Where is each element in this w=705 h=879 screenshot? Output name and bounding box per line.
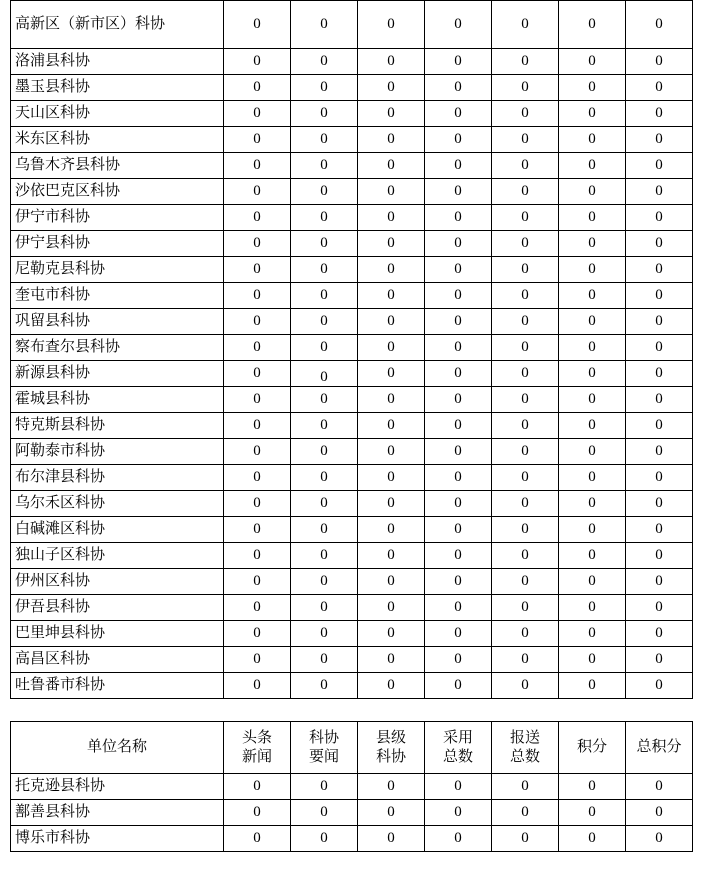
unit-name-cell: 巴里坤县科协	[11, 621, 224, 647]
unit-name-cell: 特克斯县科协	[11, 413, 224, 439]
table-row	[11, 335, 693, 361]
value-cell: 0	[358, 543, 425, 569]
value-cell: 0	[492, 361, 559, 387]
value-cell: 0	[358, 361, 425, 387]
value-cell: 0	[425, 465, 492, 491]
table-row	[11, 101, 693, 127]
value-cell: 0	[492, 127, 559, 153]
value-cell: 0	[291, 101, 358, 127]
value-cell: 0	[224, 569, 291, 595]
value-cell: 0	[358, 75, 425, 101]
value-cell: 0	[492, 205, 559, 231]
value-cell: 0	[492, 231, 559, 257]
value-cell: 0	[291, 491, 358, 517]
value-cell: 0	[626, 826, 693, 852]
header-line-1: 县级	[375, 729, 406, 746]
value-cell: 0	[291, 647, 358, 673]
table-row	[11, 465, 693, 491]
value-text: 0	[320, 369, 328, 386]
value-cell: 0	[626, 205, 693, 231]
value-cell: 0	[559, 517, 626, 543]
unit-name-cell: 阿勒泰市科协	[11, 439, 224, 465]
value-cell: 0	[425, 800, 492, 826]
value-cell: 0	[224, 361, 291, 387]
value-cell: 0	[224, 543, 291, 569]
value-cell: 0	[559, 569, 626, 595]
value-cell: 0	[291, 413, 358, 439]
value-cell: 0	[425, 231, 492, 257]
statistics-table-top	[10, 0, 693, 699]
table-row	[11, 257, 693, 283]
unit-name-cell: 伊宁市科协	[11, 205, 224, 231]
table-row	[11, 569, 693, 595]
value-cell: 0	[224, 800, 291, 826]
statistics-table-bottom	[10, 721, 693, 852]
value-cell: 0	[358, 335, 425, 361]
header-line-1: 科协	[308, 729, 339, 746]
value-cell: 0	[626, 569, 693, 595]
value-cell: 0	[626, 647, 693, 673]
value-cell: 0	[358, 465, 425, 491]
value-cell: 0	[492, 465, 559, 491]
value-cell: 0	[425, 517, 492, 543]
unit-name-cell: 高新区（新市区）科协	[11, 1, 224, 49]
table-header-row	[11, 722, 693, 774]
value-cell: 0	[224, 49, 291, 75]
value-cell: 0	[559, 361, 626, 387]
value-cell: 0	[626, 621, 693, 647]
table-row	[11, 439, 693, 465]
value-cell: 0	[492, 257, 559, 283]
header-total-points: 总积分	[626, 722, 693, 774]
value-cell: 0	[559, 647, 626, 673]
value-cell: 0	[224, 774, 291, 800]
unit-name-cell: 尼勒克县科协	[11, 257, 224, 283]
value-cell: 0	[425, 673, 492, 699]
value-cell: 0	[224, 309, 291, 335]
value-cell: 0	[291, 205, 358, 231]
value-cell: 0	[224, 205, 291, 231]
value-cell: 0	[291, 127, 358, 153]
value-cell: 0	[224, 595, 291, 621]
value-cell: 0	[291, 595, 358, 621]
value-cell: 0	[291, 517, 358, 543]
value-cell: 0	[492, 826, 559, 852]
table-row	[11, 205, 693, 231]
value-cell: 0	[291, 257, 358, 283]
value-cell: 0	[626, 283, 693, 309]
value-cell: 0	[492, 153, 559, 179]
value-cell: 0	[425, 413, 492, 439]
table-row	[11, 127, 693, 153]
value-cell: 0	[492, 800, 559, 826]
value-cell: 0	[425, 569, 492, 595]
value-cell: 0	[425, 75, 492, 101]
value-cell: 0	[425, 153, 492, 179]
value-cell: 0	[224, 1, 291, 49]
unit-name-cell: 白碱滩区科协	[11, 517, 224, 543]
table-row	[11, 153, 693, 179]
value-cell: 0	[224, 257, 291, 283]
unit-name-cell: 博乐市科协	[11, 826, 224, 852]
value-cell: 0	[626, 800, 693, 826]
value-cell: 0	[425, 774, 492, 800]
value-cell: 0	[492, 179, 559, 205]
value-cell: 0	[224, 179, 291, 205]
value-cell: 0	[626, 595, 693, 621]
value-cell: 0	[224, 75, 291, 101]
table-row	[11, 283, 693, 309]
value-cell: 0	[358, 413, 425, 439]
value-cell: 0	[425, 621, 492, 647]
header-line-2: 总数	[442, 748, 473, 765]
table-row	[11, 491, 693, 517]
header-line-1: 采用	[442, 729, 473, 746]
value-cell: 0	[358, 673, 425, 699]
value-cell: 0	[559, 774, 626, 800]
value-cell: 0	[492, 569, 559, 595]
value-cell: 0	[492, 491, 559, 517]
value-cell: 0	[224, 439, 291, 465]
value-cell: 0	[559, 826, 626, 852]
value-cell: 0	[358, 595, 425, 621]
value-cell: 0	[559, 491, 626, 517]
value-cell: 0	[425, 647, 492, 673]
value-cell: 0	[559, 595, 626, 621]
value-cell: 0	[358, 569, 425, 595]
value-cell: 0	[224, 647, 291, 673]
value-cell: 0	[224, 491, 291, 517]
unit-name-cell: 新源县科协	[11, 361, 224, 387]
value-cell: 0	[559, 387, 626, 413]
header-county-association	[358, 722, 425, 774]
value-cell: 0	[425, 283, 492, 309]
table-row	[11, 543, 693, 569]
value-cell: 0	[291, 826, 358, 852]
value-cell: 0	[559, 621, 626, 647]
value-cell: 0	[291, 283, 358, 309]
value-cell: 0	[425, 49, 492, 75]
value-cell: 0	[559, 283, 626, 309]
value-cell: 0	[291, 621, 358, 647]
value-cell: 0	[626, 101, 693, 127]
table-bottom-body	[11, 722, 693, 852]
value-cell: 0	[425, 491, 492, 517]
value-cell: 0	[559, 127, 626, 153]
value-cell: 0	[559, 257, 626, 283]
value-cell: 0	[626, 491, 693, 517]
value-cell: 0	[224, 231, 291, 257]
unit-name-cell: 伊吾县科协	[11, 595, 224, 621]
value-cell: 0	[425, 543, 492, 569]
value-cell: 0	[425, 826, 492, 852]
table-row	[11, 179, 693, 205]
value-cell: 0	[291, 543, 358, 569]
value-cell: 0	[492, 543, 559, 569]
value-cell: 0	[559, 1, 626, 49]
value-cell: 0	[626, 335, 693, 361]
value-cell: 0	[492, 1, 559, 49]
table-row	[11, 309, 693, 335]
value-cell: 0	[291, 673, 358, 699]
value-cell: 0	[492, 49, 559, 75]
value-cell: 0	[559, 543, 626, 569]
value-cell: 0	[492, 309, 559, 335]
table-row	[11, 413, 693, 439]
value-cell: 0	[224, 465, 291, 491]
header-line-2: 新闻	[241, 748, 272, 765]
value-cell: 0	[559, 465, 626, 491]
value-cell: 0	[425, 595, 492, 621]
value-cell: 0	[358, 153, 425, 179]
value-cell: 0	[291, 49, 358, 75]
table-row	[11, 774, 693, 800]
value-cell: 0	[358, 621, 425, 647]
header-adopted-total	[425, 722, 492, 774]
unit-name-cell: 独山子区科协	[11, 543, 224, 569]
table-row	[11, 621, 693, 647]
value-cell: 0	[358, 49, 425, 75]
value-cell: 0	[559, 673, 626, 699]
header-line-2: 总数	[509, 748, 540, 765]
value-cell: 0	[492, 647, 559, 673]
value-cell: 0	[291, 1, 358, 49]
value-cell: 0	[492, 283, 559, 309]
value-cell: 0	[425, 257, 492, 283]
value-cell: 0	[358, 179, 425, 205]
unit-name-cell: 奎屯市科协	[11, 283, 224, 309]
unit-name-cell: 墨玉县科协	[11, 75, 224, 101]
value-cell: 0	[559, 75, 626, 101]
header-line-2: 要闻	[308, 748, 339, 765]
value-cell: 0	[358, 517, 425, 543]
value-cell: 0	[291, 231, 358, 257]
value-cell: 0	[559, 231, 626, 257]
value-cell: 0	[291, 179, 358, 205]
value-cell: 0	[425, 127, 492, 153]
value-cell: 0	[291, 774, 358, 800]
value-cell: 0	[224, 101, 291, 127]
table-row	[11, 49, 693, 75]
value-cell: 0	[425, 179, 492, 205]
value-cell: 0	[224, 673, 291, 699]
table-top-body	[11, 1, 693, 699]
value-cell: 0	[425, 309, 492, 335]
value-cell: 0	[291, 439, 358, 465]
table-row	[11, 647, 693, 673]
value-cell: 0	[559, 179, 626, 205]
value-cell: 0	[358, 800, 425, 826]
unit-name-cell: 托克逊县科协	[11, 774, 224, 800]
value-cell: 0	[224, 283, 291, 309]
value-cell: 0	[559, 205, 626, 231]
value-cell: 0	[358, 491, 425, 517]
value-cell: 0	[559, 101, 626, 127]
value-cell: 0	[626, 387, 693, 413]
value-cell: 0	[492, 335, 559, 361]
value-cell: 0	[492, 75, 559, 101]
value-cell: 0	[291, 465, 358, 491]
value-cell: 0	[425, 335, 492, 361]
value-cell: 0	[492, 621, 559, 647]
value-cell: 0	[224, 335, 291, 361]
value-cell: 0	[224, 153, 291, 179]
value-cell: 0	[358, 127, 425, 153]
value-cell: 0	[626, 153, 693, 179]
value-cell: 0	[358, 101, 425, 127]
value-cell: 0	[224, 621, 291, 647]
unit-name-cell: 乌鲁木齐县科协	[11, 153, 224, 179]
header-submitted-total	[492, 722, 559, 774]
header-headline-news	[224, 722, 291, 774]
table-row	[11, 800, 693, 826]
value-cell: 0	[492, 774, 559, 800]
value-cell: 0	[291, 569, 358, 595]
value-cell: 0	[626, 439, 693, 465]
value-cell: 0	[626, 257, 693, 283]
value-cell: 0	[559, 335, 626, 361]
value-cell: 0	[358, 1, 425, 49]
unit-name-cell: 吐鲁番市科协	[11, 673, 224, 699]
unit-name-cell: 天山区科协	[11, 101, 224, 127]
value-cell: 0	[291, 75, 358, 101]
value-cell: 0	[291, 309, 358, 335]
header-line-1: 头条	[241, 729, 272, 746]
value-cell: 0	[425, 439, 492, 465]
value-cell: 0	[358, 283, 425, 309]
value-cell: 0	[492, 387, 559, 413]
table-row	[11, 231, 693, 257]
value-cell: 0	[291, 387, 358, 413]
value-cell: 0	[224, 517, 291, 543]
value-cell: 0	[626, 673, 693, 699]
table-row	[11, 673, 693, 699]
value-cell: 0	[559, 800, 626, 826]
unit-name-cell: 米东区科协	[11, 127, 224, 153]
value-cell: 0	[626, 231, 693, 257]
value-cell: 0	[492, 673, 559, 699]
unit-name-cell: 鄯善县科协	[11, 800, 224, 826]
value-cell: 0	[224, 387, 291, 413]
value-cell: 0	[626, 465, 693, 491]
value-cell: 0	[425, 101, 492, 127]
value-cell: 0	[425, 361, 492, 387]
unit-name-cell: 乌尔禾区科协	[11, 491, 224, 517]
value-cell: 0	[358, 439, 425, 465]
value-cell: 0	[425, 1, 492, 49]
value-cell: 0	[492, 517, 559, 543]
header-unit-name: 单位名称	[11, 722, 224, 774]
value-cell: 0	[492, 101, 559, 127]
value-cell: 0	[626, 517, 693, 543]
table-gap	[0, 699, 705, 721]
value-cell: 0	[291, 335, 358, 361]
header-line-1: 报送	[509, 729, 540, 746]
value-cell: 0	[626, 127, 693, 153]
value-cell: 0	[626, 179, 693, 205]
table-row	[11, 387, 693, 413]
value-cell: 0	[626, 413, 693, 439]
unit-name-cell: 沙依巴克区科协	[11, 179, 224, 205]
unit-name-cell: 布尔津县科协	[11, 465, 224, 491]
value-cell: 0	[559, 413, 626, 439]
table-row	[11, 361, 693, 387]
value-cell: 0	[358, 774, 425, 800]
value-cell: 0	[291, 800, 358, 826]
value-cell: 0	[224, 826, 291, 852]
value-cell: 0	[224, 127, 291, 153]
table-row	[11, 517, 693, 543]
value-cell: 0	[358, 647, 425, 673]
value-cell: 0	[358, 309, 425, 335]
value-cell: 0	[559, 309, 626, 335]
unit-name-cell: 高昌区科协	[11, 647, 224, 673]
value-cell: 0	[626, 75, 693, 101]
unit-name-cell: 伊州区科协	[11, 569, 224, 595]
value-cell: 0	[492, 439, 559, 465]
value-cell: 0	[559, 153, 626, 179]
value-cell: 0	[626, 361, 693, 387]
value-cell: 0	[626, 309, 693, 335]
value-cell: 0	[358, 205, 425, 231]
table-row	[11, 826, 693, 852]
table-row	[11, 1, 693, 49]
value-cell: 0	[425, 205, 492, 231]
value-cell: 0	[358, 257, 425, 283]
value-cell: 0	[626, 49, 693, 75]
unit-name-cell: 伊宁县科协	[11, 231, 224, 257]
unit-name-cell: 霍城县科协	[11, 387, 224, 413]
header-line-2: 科协	[375, 748, 406, 765]
value-cell: 0	[358, 826, 425, 852]
value-cell: 0	[224, 413, 291, 439]
value-cell: 0	[626, 543, 693, 569]
value-cell: 0	[358, 387, 425, 413]
value-cell: 0	[559, 49, 626, 75]
unit-name-cell: 巩留县科协	[11, 309, 224, 335]
value-cell: 0	[626, 774, 693, 800]
header-points: 积分	[559, 722, 626, 774]
value-cell: 0	[559, 439, 626, 465]
value-cell: 0	[425, 387, 492, 413]
value-cell: 0	[626, 1, 693, 49]
value-cell: 0	[291, 153, 358, 179]
value-cell: 0	[492, 595, 559, 621]
value-cell	[291, 361, 358, 387]
table-row	[11, 75, 693, 101]
table-row	[11, 595, 693, 621]
value-cell: 0	[358, 231, 425, 257]
unit-name-cell: 洛浦县科协	[11, 49, 224, 75]
value-cell: 0	[492, 413, 559, 439]
unit-name-cell: 察布查尔县科协	[11, 335, 224, 361]
header-association-news	[291, 722, 358, 774]
